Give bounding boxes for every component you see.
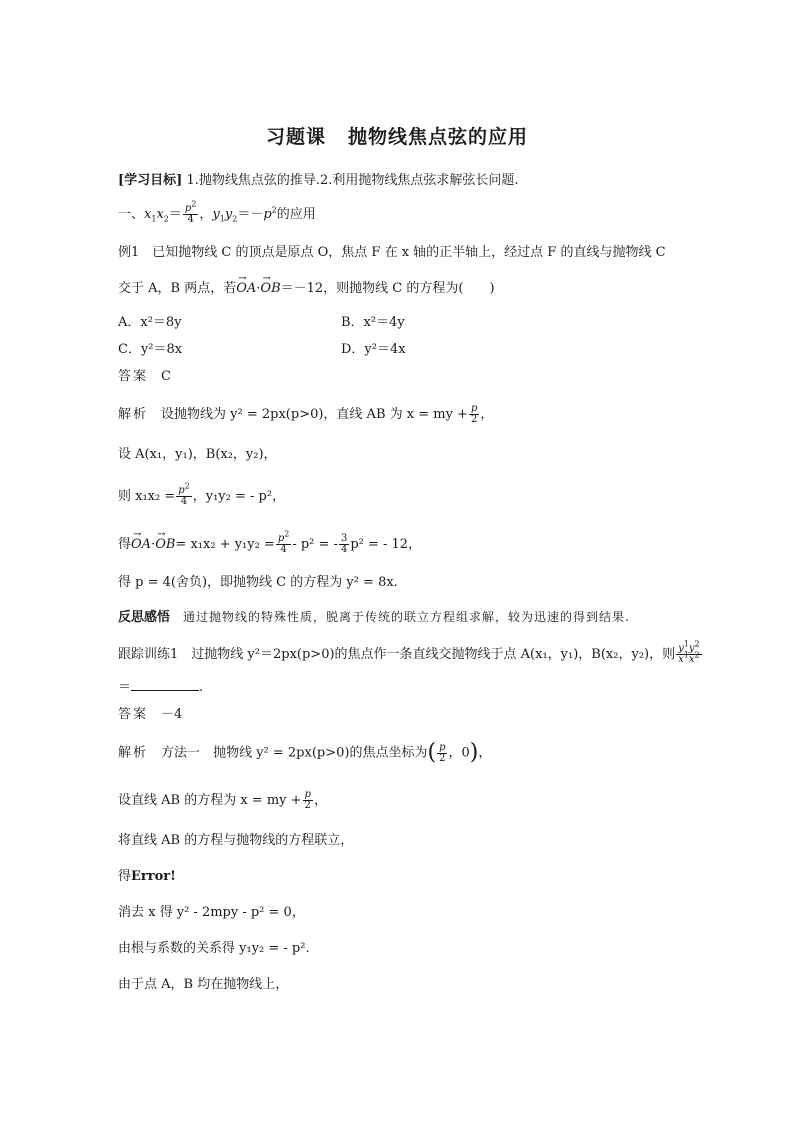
answer-1 bbox=[118, 368, 171, 386]
practice1-text: 过抛物线 y²＝2px(p>0)的焦点作一条直线交抛物线于点 A(x₁，y₁)，B(x₂，y₂)，则 bbox=[191, 647, 676, 662]
analysis2-line2-text: 设直线 AB 的方程为 x = my + bbox=[118, 793, 302, 808]
analysis2-line1: 解析 方法一 抛物线 y² = 2px(p>0)的焦点坐标为( $\frac{p}{2}$ ，0)， bbox=[118, 740, 492, 765]
option-a: A．x²＝8y bbox=[118, 315, 182, 330]
fraction-p-over-2: $\frac{p}{2}$ bbox=[470, 403, 478, 425]
analysis2-line4-a: 得 bbox=[118, 869, 132, 884]
option-d: D．y²＝4x bbox=[341, 342, 406, 357]
answer2-label: 答案 bbox=[118, 707, 149, 722]
analysis1-line3-a: 则 x₁x₂ = bbox=[118, 489, 176, 504]
analysis1-label: 解析 bbox=[118, 407, 149, 422]
vector-oa: → OA bbox=[131, 536, 151, 554]
analysis1-line3 bbox=[118, 481, 286, 507]
example1-line2-a: 交于 A，B 两点，若 bbox=[118, 281, 237, 296]
vector-ob: → OB bbox=[155, 536, 175, 554]
section1-suffix: 的应用 bbox=[276, 207, 316, 222]
analysis2-line1-text: 抛物线 y² = 2px(p>0)的焦点坐标为 bbox=[213, 745, 428, 761]
title-part2: 抛物线焦点弦的应用 bbox=[348, 126, 529, 148]
analysis2-line3: 将直线 AB 的方程与抛物线的方程联立， bbox=[118, 833, 354, 848]
analysis1-line1: 解析 设抛物线为 y² = 2px(p>0)，直线 AB 为 x = my + $\frac{p}{2}$ ， bbox=[118, 403, 494, 425]
reflection bbox=[118, 608, 630, 627]
analysis1-line4-a: 得 bbox=[118, 537, 132, 552]
fraction-p2-over-4: $\frac{p^2}{4}$ bbox=[277, 529, 290, 555]
analysis1-line5: 得 p = 4(舍负)，即抛物线 C 的方程为 y² = 8x. bbox=[118, 575, 398, 590]
error-text: Error! bbox=[131, 869, 176, 884]
practice1-label: 跟踪训练1 bbox=[118, 647, 179, 662]
option-b: B．x²＝4y bbox=[341, 315, 405, 330]
analysis2-line7: 由于点 A，B 均在抛物线上， bbox=[118, 977, 289, 992]
answer2-value: －4 bbox=[161, 707, 183, 722]
analysis1-line3-b: ，y₁y₂ = - p²， bbox=[192, 489, 286, 504]
analysis2-line4 bbox=[118, 868, 176, 886]
example1-line2: 交于 A，B 两点，若→ OA·→ OB＝－12，则抛物线 C 的方程为( ) bbox=[118, 280, 495, 298]
fraction-p2-over-4: $\frac{p^2}{4}$ bbox=[178, 481, 190, 507]
reflection-label: 反思感悟 bbox=[118, 610, 171, 625]
analysis2-line5: 消去 x 得 y² - 2mpy - p² = 0， bbox=[118, 905, 305, 920]
goals-label: [学习目标] bbox=[118, 173, 183, 188]
analysis1-line2: 设 A(x₁，y₁)，B(x₂，y₂)， bbox=[118, 447, 277, 462]
practice1-line2: ＝ . bbox=[118, 680, 204, 695]
analysis1-line1-text: 设抛物线为 y² = 2px(p>0)，直线 AB 为 x = my + bbox=[161, 407, 468, 422]
example1-text: 已知抛物线 C 的顶点是原点 O，焦点 F 在 x 轴的正半轴上，经过点 F 的直线与抛物线 C bbox=[152, 245, 666, 260]
answer-blank bbox=[131, 678, 199, 691]
fraction-p-over-2: $\frac{p}{2}$ bbox=[304, 789, 311, 811]
analysis1-line4-d: p² = - 12， bbox=[350, 537, 422, 552]
section-heading-1: 一、$x_1x_2=$ $\frac{p^2}{4}$ ，$y_1y_2=-p^2$的应用 bbox=[118, 199, 316, 225]
fraction-p2-over-4: $\frac{p^2}{4}$ bbox=[184, 199, 197, 225]
answer-2 bbox=[118, 706, 182, 724]
example1-line1 bbox=[118, 244, 666, 262]
learning-goals bbox=[118, 172, 519, 190]
reflection-text: 通过抛物线的特殊性质，脱离于传统的联立方程组求解，较为迅速的得到结果. bbox=[183, 610, 630, 624]
goals-text: 1.抛物线焦点弦的推导.2.利用抛物线焦点弦求解弦长问题. bbox=[186, 173, 519, 188]
fraction-p-over-2: $\frac{p}{2}$ bbox=[439, 741, 446, 764]
answer1-label: 答案 bbox=[118, 369, 149, 384]
option-c: C．y²＝8x bbox=[118, 342, 183, 357]
analysis2-line2: 设直线 AB 的方程为 x = my + $\frac{p}{2}$ ， bbox=[118, 789, 327, 811]
analysis1-line4: 得→ OA·→ OB= x₁x₂ + y₁y₂ = $\frac{p^2}{4}$ - p² = - $\frac{3}{4}$ p² = - 12， bbox=[118, 534, 421, 555]
vector-oa: → OA bbox=[236, 280, 256, 298]
practice1-equals: ＝ bbox=[118, 680, 132, 695]
analysis1-line4-b: = x₁x₂ + y₁y₂ = bbox=[175, 537, 275, 552]
page-title bbox=[0, 122, 794, 149]
vector-ob: → OB bbox=[260, 280, 280, 298]
analysis2-label: 解析 bbox=[118, 745, 149, 761]
fraction-y1y2-over-x1x2: $\frac{y^1y^2}{x^1x^2}$ bbox=[678, 639, 700, 665]
example1-line2-b: ＝－12，则抛物线 C 的方程为( ) bbox=[280, 281, 495, 296]
example1-label: 例1 bbox=[118, 245, 140, 260]
practice1-line1 bbox=[118, 639, 703, 665]
title-part1: 习题课 bbox=[265, 126, 326, 148]
analysis2-method: 方法一 bbox=[161, 745, 201, 761]
answer1-value: C bbox=[161, 369, 171, 384]
fraction-3-over-4: $\frac{3}{4}$ bbox=[340, 533, 348, 555]
analysis1-line4-c: - p² = - bbox=[292, 537, 338, 552]
analysis2-line6: 由根与系数的关系得 y₁y₂ = - p². bbox=[118, 941, 310, 956]
section1-prefix: 一、 bbox=[118, 207, 145, 222]
